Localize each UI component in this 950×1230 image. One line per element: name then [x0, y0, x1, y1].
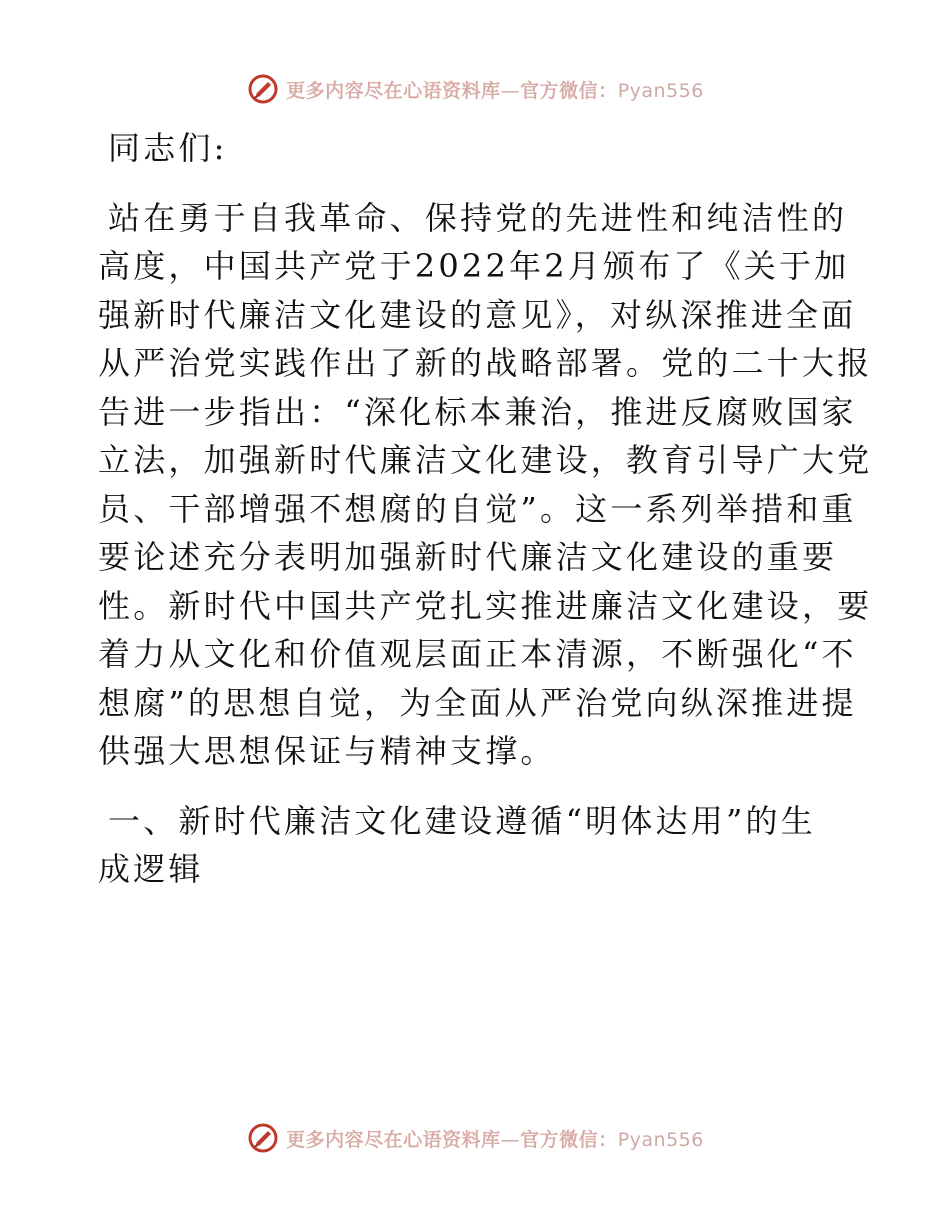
- section-heading-1: [98, 797, 858, 894]
- heading-line: 成逻辑: [98, 850, 204, 888]
- paragraph-line: 想腐”的思想自觉，为全面从严治党向纵深推进提: [98, 683, 857, 722]
- brand-logo-icon: [246, 72, 280, 106]
- watermark-text: 更多内容尽在心语资料库—官方微信：Pyan556: [286, 79, 704, 102]
- greeting: 同志们:: [108, 129, 228, 167]
- watermark-text: 更多内容尽在心语资料库—官方微信：Pyan556: [286, 1128, 704, 1151]
- paragraph-1: [98, 194, 873, 776]
- footer-watermark: [0, 1121, 950, 1155]
- heading-line: 一、新时代廉洁文化建设遵循“明体达用”的生: [108, 801, 816, 840]
- document-body: [98, 124, 873, 915]
- paragraph-line: 立法，加强新时代廉洁文化建设，教育引导广大党: [98, 441, 873, 479]
- paragraph-line: 要论述充分表明加强新时代廉洁文化建设的重要: [98, 538, 838, 576]
- paragraph-line: 高度，中国共产党于2022年2月颁布了《关于加: [98, 247, 850, 285]
- brand-logo-icon: [246, 1121, 280, 1155]
- paragraph-line: 员、干部增强不想腐的自觉”。这一系列举措和重: [98, 489, 857, 528]
- paragraph-line: 性。新时代中国共产党扎实推进廉洁文化建设，要: [98, 586, 873, 625]
- paragraph-line: 强新时代廉洁文化建设的意见》，对纵深推进全面: [98, 295, 857, 334]
- paragraph-line: 供强大思想保证与精神支撑。: [98, 732, 556, 770]
- paragraph-line: 从严治党实践作出了新的战略部署。党的二十大报: [98, 344, 873, 382]
- paragraph-line: 站在勇于自我革命、保持党的先进性和纯洁性的: [108, 198, 848, 237]
- paragraph-line: 着力从文化和价值观层面正本清源，不断强化“不: [98, 635, 857, 673]
- header-watermark: [0, 72, 950, 106]
- paragraph-line: 告进一步指出：“深化标本兼治，推进反腐败国家: [98, 392, 857, 431]
